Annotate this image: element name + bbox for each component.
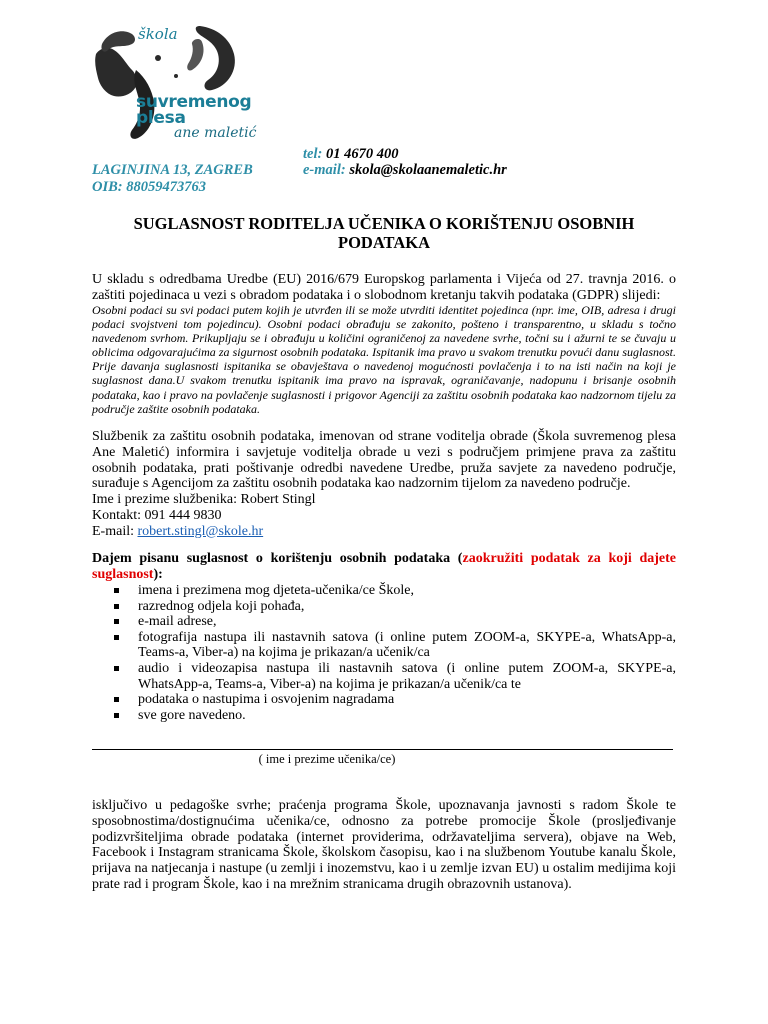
bullet-square-icon: [114, 619, 119, 624]
consent-statement: [92, 551, 676, 583]
bullet-square-icon: [114, 588, 119, 593]
bullet-square-icon: [114, 713, 119, 718]
student-name-line[interactable]: [92, 749, 673, 750]
officer-email-label: E-mail:: [92, 523, 138, 539]
data-protection-officer: [92, 429, 676, 540]
consent-option[interactable]: imena i prezimena mog djeteta-učenika/ce Škole,: [92, 583, 676, 599]
consent-option[interactable]: audio i videozapisa nastupa ili nastavnih satova (i online putem ZOOM-a, SKYPE-a, WhatsApp-a, Teams-a, Viber-a) na kojima je prikazan/a učenik/ca te: [92, 661, 676, 692]
logo-word-skola: škola: [138, 25, 178, 43]
school-address: LAGINJINA 13, ZAGREB: [92, 162, 253, 178]
email-value: skola@skolaanemaletic.hr: [349, 162, 507, 178]
officer-email: [92, 524, 676, 540]
gdpr-intro: U skladu s odredbama Uredbe (EU) 2016/679 Europskog parlamenta i Vijeća od 27. travnja 2016. o zaštiti pojedinaca u vezi s obradom podataka i o slobodnom kretanju takvih podataka (GDPR) slijedi:: [92, 272, 676, 303]
document-title: SUGLASNOST RODITELJA UČENIKA O KORIŠTENJU OSOBNIH PODATAKA: [133, 214, 635, 252]
logo-word-suvremenog: suvremenog: [136, 92, 252, 112]
officer-paragraph: Službenik za zaštitu osobnih podataka, imenovan od strane voditelja obrade (Škola suvremenog plesa Ane Maletić) informira i savjetuje voditelja obrade u vezi s područjem primjene prava za zaštitu osobnih podataka, prati poštivanje odredbi navedene Uredbe, pruža savjete za navedeno područje, surađuje s Agencijom za zaštitu osobnih podataka kao nadzornim tijelom za navedeno područje.: [92, 429, 676, 492]
consent-option[interactable]: fotografija nastupa ili nastavnih satova (i online putem ZOOM-a, SKYPE-a, WhatsApp-a, Teams-a, Viber-a) na kojima je prikazan/a učenik/ca: [92, 630, 676, 661]
bullet-square-icon: [114, 697, 119, 702]
contact-phone: [303, 146, 398, 163]
officer-contact: Kontakt: 091 444 9830: [92, 507, 222, 523]
bullet-square-icon: [114, 635, 119, 640]
officer-name: Ime i prezime službenika: Robert Stingl: [92, 492, 316, 508]
student-name-caption: ( ime i prezime učenika/ce): [258, 752, 396, 766]
bullet-square-icon: [114, 604, 119, 609]
consent-option[interactable]: e-mail adrese,: [92, 614, 676, 630]
consent-option[interactable]: razrednog odjela koji pohađa,: [92, 599, 676, 615]
consent-option[interactable]: podataka o nastupima i osvojenim nagradama: [92, 692, 676, 708]
bullet-square-icon: [114, 666, 119, 671]
contact-email: [303, 162, 507, 179]
consent-option[interactable]: sve gore navedeno.: [92, 708, 676, 724]
consent-instruction: zaokružiti podatak za koji dajete suglasnost: [92, 551, 677, 582]
logo-word-ane-maletic: ane maletić: [174, 125, 257, 141]
consent-tail: ):: [153, 566, 163, 582]
email-label: e-mail:: [303, 162, 346, 178]
school-oib: OIB: 88059473763: [92, 179, 206, 195]
logo-word-plesa: plesa: [136, 108, 186, 128]
officer-email-link[interactable]: robert.stingl@skole.hr: [137, 523, 264, 539]
gdpr-definitions: Osobni podaci su svi podaci putem kojih je utvrđen ili se može utvrditi identitet pojedinca (npr. ime, OIB, adresa i drugi podaci svojstveni tom pojedincu). Osobni podaci obrađuju se zakonito, pošteno i transparentno, u skladu s točno navedenom svrhom. Prikupljaju se i obrađuju u količini ograničenoj za navedene svrhe, točni su i ažurni te se čuvaju u oblicima odgovarajućima za sigurnost osobnih podataka. Ispitanik ima pravo u svakom trenutku povući danu suglasnost. Prije davanja suglasnosti ispitanika se obavještava o navedenoj mogućnosti povlačenja i to na isti način na koji je suglasnost dana.U svakom trenutku ispitanik ima pravo na ispravak, ograničavanje, nadopunu i brisanje osobnih podataka, kao i pravo na povlačenje suglasnosti i prigovor Agenciji za zaštitu osobnih podataka kao nadzornom tijelu za područje zaštite osobnih podataka.: [92, 303, 676, 416]
consent-lead: Dajem pisanu suglasnost o korištenju osobnih podataka (: [92, 551, 463, 566]
phone-value: 01 4670 400: [325, 146, 399, 162]
usage-purpose: isključivo u pedagoške svrhe; praćenja programa Škole, upoznavanja javnosti s radom Škole te sposobnostima/dostignućima učenika/ce, odnosno za potrebe promocije Škole (prosljeđivanje podizvršiteljima obrade podataka (internet providerima, održavateljima servera), objave na Web, Facebook i Instagram stranicama Škole, školskom časopisu, kao i na službenom Youtube kanalu Škole, prijava na natjecanja i nastupe (u zemlji i inozemstvu, kao i u zemlje izvan EU) u ostalim medijima koji prate rad i program Škole, kao i na mrežnim stranicama drugih obrazovnih ustanova).: [92, 798, 676, 892]
phone-label: tel:: [303, 146, 323, 162]
consent-options-list: [92, 583, 676, 723]
school-logo: [92, 24, 282, 146]
